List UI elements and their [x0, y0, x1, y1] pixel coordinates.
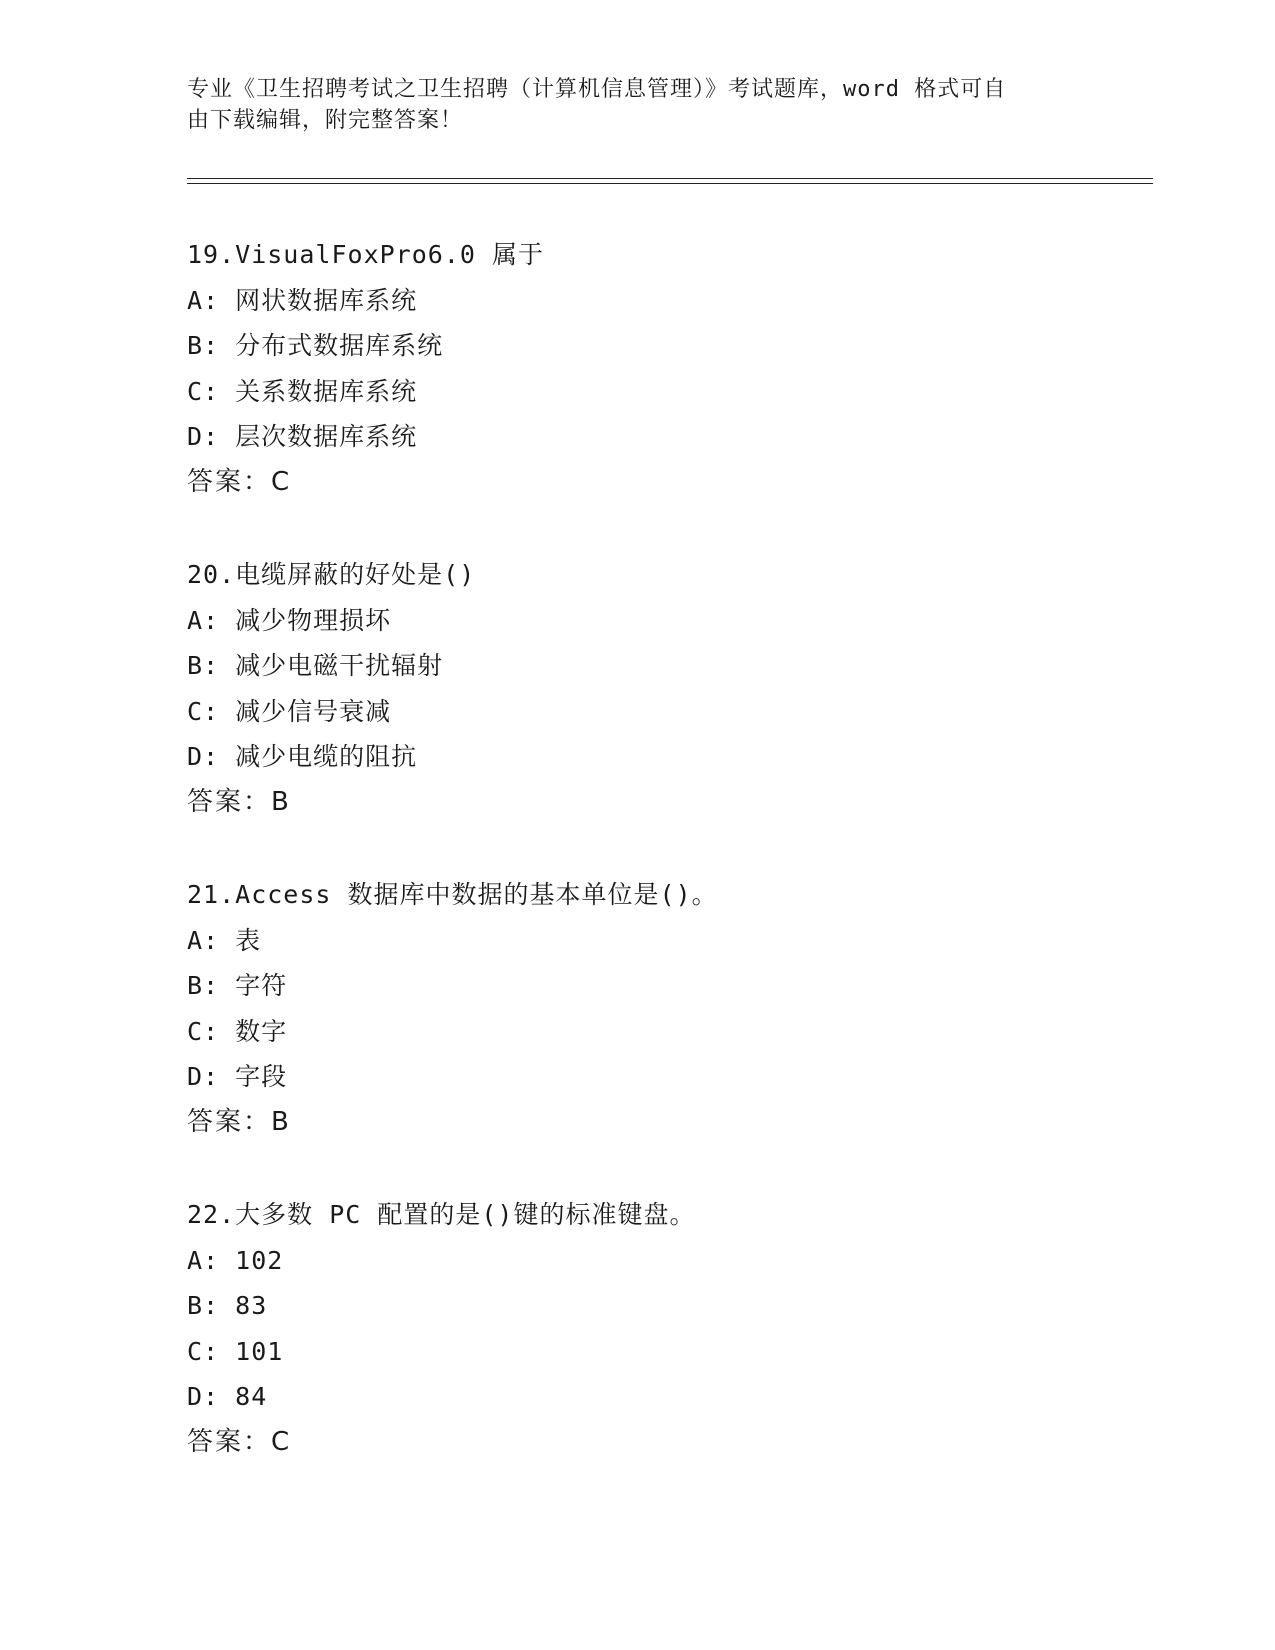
answer: 答案：B [187, 786, 291, 817]
option-d: D: 字段 [187, 1062, 288, 1092]
header-line-1: 专业《卫生招聘考试之卫生招聘（计算机信息管理）》考试题库，word 格式可自 [187, 77, 1007, 102]
answer: 答案：B [187, 1106, 291, 1137]
option-b: B: 分布式数据库系统 [187, 331, 444, 361]
answer: 答案：C [187, 466, 292, 497]
option-d: D: 减少电缆的阻抗 [187, 742, 418, 772]
option-c: C: 数字 [187, 1016, 288, 1046]
option-b: B: 减少电磁干扰辐射 [187, 651, 444, 681]
option-a: A: 网状数据库系统 [187, 285, 418, 315]
option-c: C: 关系数据库系统 [187, 376, 418, 406]
header-line-2: 由下载编辑，附完整答案！ [187, 108, 464, 133]
question-21 [187, 872, 1147, 1146]
header-divider-top [187, 178, 1153, 179]
header-divider-bottom [187, 183, 1153, 184]
question-19 [187, 232, 1147, 506]
question-20 [187, 552, 1147, 826]
answer: 答案：C [187, 1426, 292, 1457]
question-title: 20.电缆屏蔽的好处是() [187, 560, 476, 589]
option-a: A: 表 [187, 925, 262, 955]
option-a: A: 102 [187, 1245, 284, 1275]
option-c: C: 101 [187, 1336, 284, 1366]
option-b: B: 83 [187, 1291, 268, 1321]
question-title: 21.Access 数据库中数据的基本单位是()。 [187, 880, 718, 909]
question-title: 22.大多数 PC 配置的是()键的标准键盘。 [187, 1200, 696, 1229]
question-title: 19.VisualFoxPro6.0 属于 [187, 240, 544, 269]
option-b: B: 字符 [187, 971, 288, 1001]
option-a: A: 减少物理损坏 [187, 605, 392, 635]
option-d: D: 层次数据库系统 [187, 422, 418, 452]
document-header [187, 74, 1067, 136]
option-d: D: 84 [187, 1382, 268, 1412]
option-c: C: 减少信号衰减 [187, 696, 392, 726]
question-22 [187, 1192, 1147, 1466]
